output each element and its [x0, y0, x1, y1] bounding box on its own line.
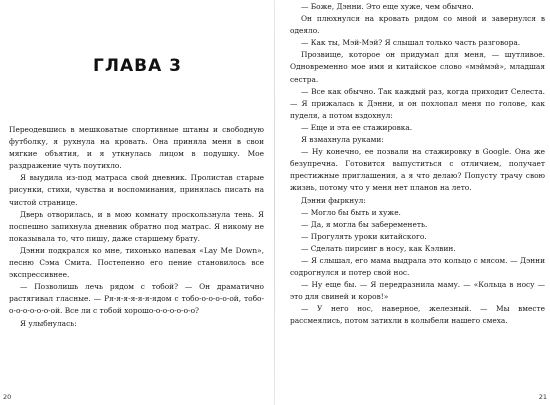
right-page-text [290, 1, 545, 328]
paragraph: Дверь отворилась, и в мою комнату проскользнула тень. Я поспешно запихнула дневник обратно под матрас. Я никому не показывала то, что пишу, даже старшему брату. [9, 209, 264, 243]
paragraph: Дэнни фыркнул: [301, 195, 366, 205]
paragraph: — Да, я могла бы забеременеть. [301, 219, 428, 229]
paragraph: — Все как обычно. Так каждый раз, когда приходит Селеста. — Я прижалась к Дэнни, и он похлопал меня по голове, как пуделя, а потом вздохнул: [290, 86, 545, 120]
chapter-title: ГЛАВА 3 [93, 56, 182, 76]
paragraph: Прозвище, которое он придумал для меня, — шутливое. Одновременно мое имя и китайское слово «мэймэй», младшая сестра. [290, 50, 545, 84]
paragraph: — Ну конечно, ее позвали на стажировку в Google. Она же безупречна. Готовится выпуститься с отличием, получает престижные приглашения, а я что делаю? Попусту трачу свою жизнь, потому что у меня нет планов на лето. [290, 147, 545, 193]
paragraph: Переодевшись в мешковатые спортивные штаны и свободную футболку, я рухнула на кровать. Она приняла меня в свои мягкие объятия, и я уткнулась лицом в подушку. Мое раздражение чуть поутихло. [9, 125, 264, 171]
paragraph: Я выудила из-под матраса свой дневник. Пролистав старые рисунки, стихи, чувства и воспоминания, принялась писать на чистой странице. [9, 173, 264, 207]
right-page [275, 0, 550, 405]
paragraph: — Прогулять уроки китайского. [301, 231, 427, 241]
paragraph: — Боже, Дэнни. Это еще хуже, чем обычно. [301, 2, 474, 11]
paragraph: Я взмахнула руками: [301, 135, 384, 145]
paragraph: — Могло бы быть и хуже. [301, 207, 401, 217]
page-number-left: 20 [3, 393, 12, 401]
paragraph: — Позволишь лечь рядом с тобой? — Он драматично растягивал гласные. — Ря-я-я-я-я-я-ядом с тобо-о-о-о-о-ой, тобо-о-о-о-о-о-о-ой. Все ли с тобой хорошо-о-о-о-о-о-о? [9, 282, 264, 316]
paragraph: — Я слышал, его мама выдрала это кольцо с мясом. — Дэнни содрогнулся и потер свой нос. [290, 255, 545, 278]
paragraph: Дэнни подкрался ко мне, тихонько напевая «Lay Me Down», песню Сэма Смита. Постепенно его пение становилось все экспрессивнее. [9, 245, 264, 280]
paragraph: — У него нос, наверное, железный. — Мы вместе рассмеялись, потом затихли в колыбели нашего смеха. [290, 304, 545, 326]
paragraph: Он плюхнулся на кровать рядом со мной и завернулся в одеяло. [290, 14, 545, 36]
left-page-text [9, 124, 264, 330]
paragraph: — Сделать пирсинг в носу, как Кэлвин. [301, 243, 456, 253]
paragraph: — Ну еще бы. — Я передразнила маму. — «Кольца в носу — это для свиней и коров!» [290, 280, 545, 302]
paragraph: Я улыбнулась: [20, 318, 77, 328]
paragraph: — Как ты, Мэй-Мэй? Я слышал только часть разговора. [301, 38, 521, 48]
paragraph: — Еще и эта ее стажировка. [301, 122, 413, 132]
page-number-right: 21 [538, 393, 547, 401]
